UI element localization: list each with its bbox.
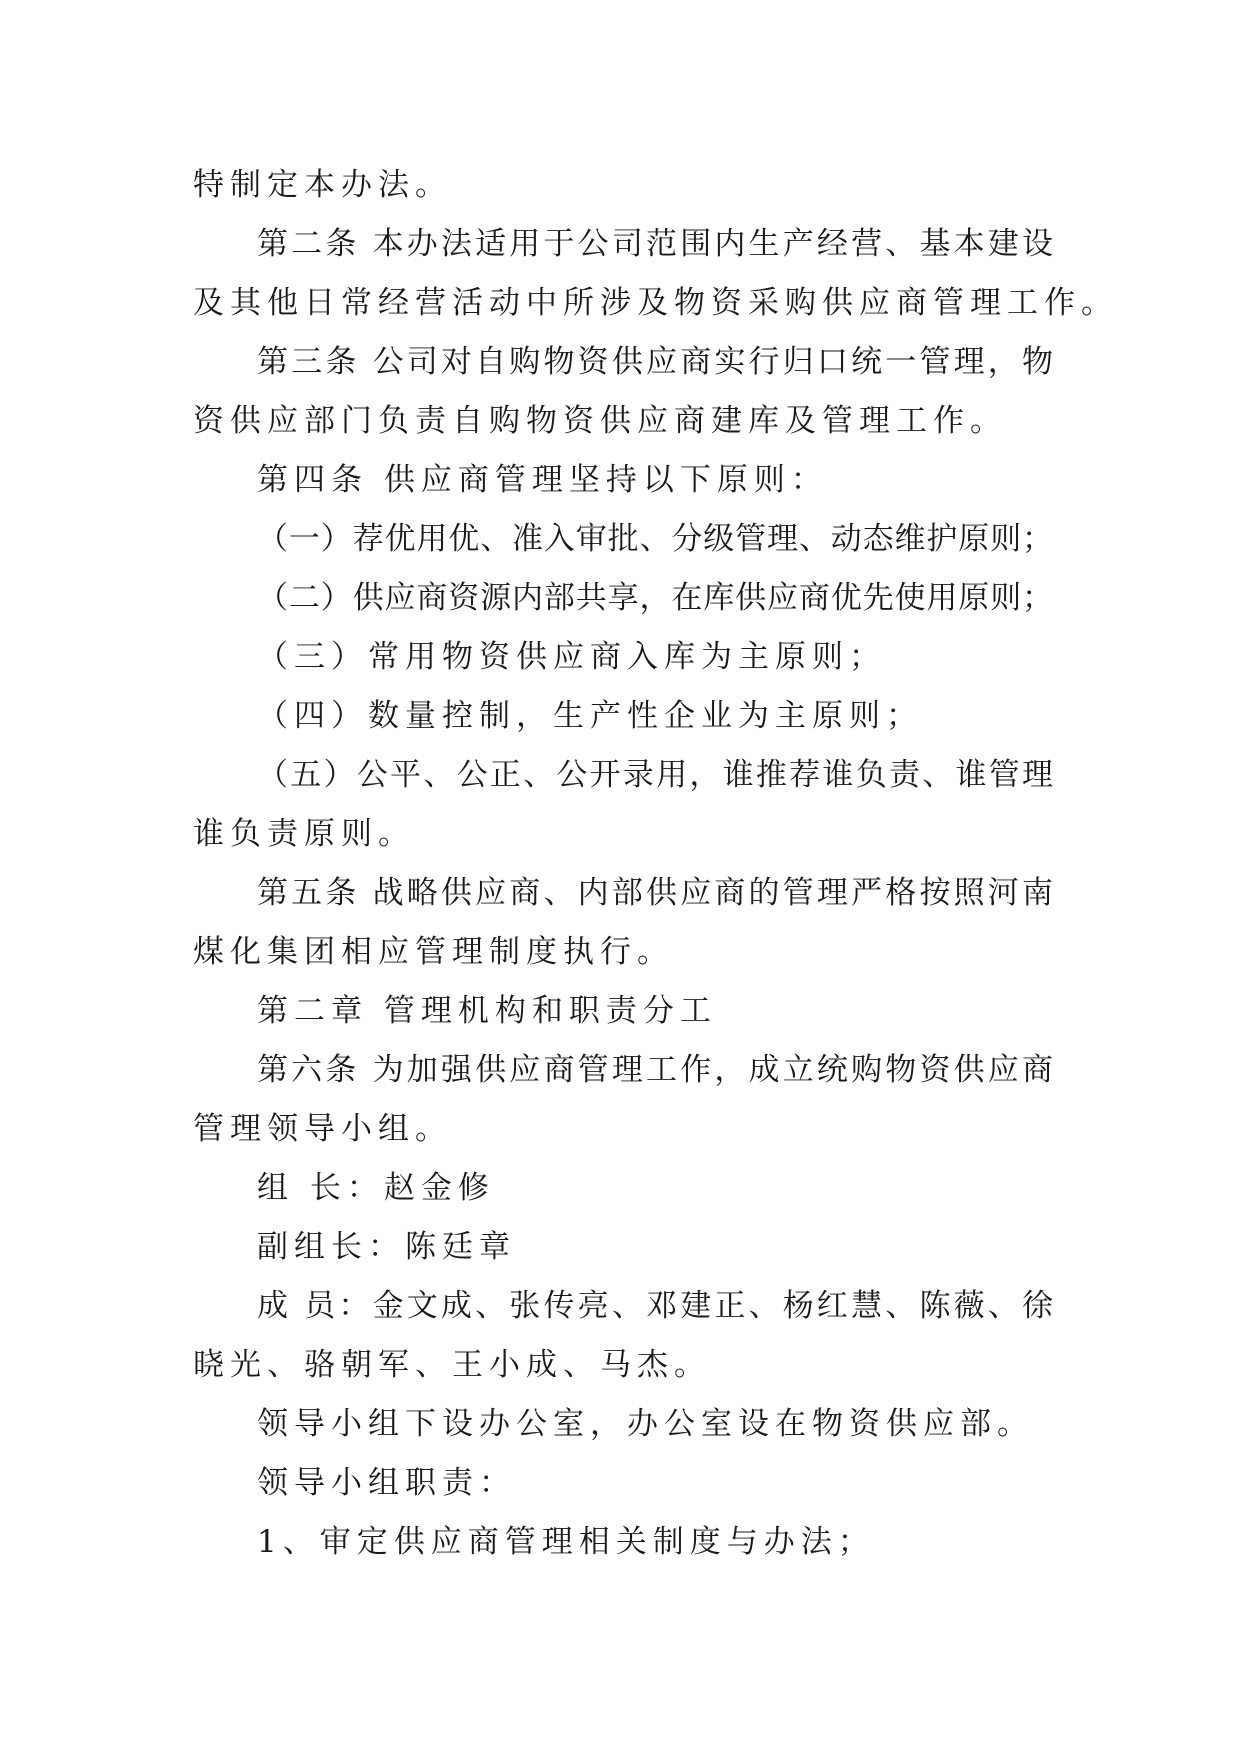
text-line-members-cont: 晓光、骆朝军、王小成、马杰。	[193, 1347, 711, 1383]
text-line-article-4: 第四条 供应商管理坚持以下原则：	[257, 462, 828, 498]
text-line-article-6-cont: 管理领导小组。	[193, 1111, 452, 1147]
text-line-principle-1: （一）荐优用优、准入审批、分级管理、动态维护原则；	[257, 521, 1053, 557]
text-line-1: 特制定本办法。	[193, 167, 452, 203]
text-line-principle-2: （二）供应商资源内部共享，在库供应商优先使用原则；	[257, 580, 1053, 616]
text-line-article-2-cont: 及其他日常经营活动中所涉及物资采购供应商管理工作。	[193, 285, 1118, 321]
text-line-principle-3: （三）常用物资供应商入库为主原则；	[257, 639, 886, 675]
text-line-group-leader: 组 长：赵金修	[257, 1170, 495, 1206]
text-line-article-6: 第六条 为加强供应商管理工作，成立统购物资供应商	[257, 1052, 1053, 1088]
text-line-principle-5-cont: 谁负责原则。	[193, 816, 415, 852]
text-line-members: 成 员：金文成、张传亮、邓建正、杨红慧、陈薇、徐	[257, 1288, 1053, 1324]
text-line-article-5: 第五条 战略供应商、内部供应商的管理严格按照河南	[257, 875, 1053, 911]
text-line-office: 领导小组下设办公室，办公室设在物资供应部。	[257, 1406, 1034, 1442]
text-line-duty-1: 1、审定供应商管理相关制度与办法；	[257, 1524, 875, 1560]
text-line-deputy-leader: 副组长：陈廷章	[257, 1229, 516, 1265]
text-line-principle-4: （四）数量控制，生产性企业为主原则；	[257, 698, 923, 734]
text-line-article-3-cont: 资供应部门负责自购物资供应商建库及管理工作。	[193, 403, 1007, 439]
chapter-heading: 第二章 管理机构和职责分工	[257, 993, 717, 1029]
text-line-duties-heading: 领导小组职责：	[257, 1465, 516, 1501]
text-line-article-3: 第三条 公司对自购物资供应商实行归口统一管理，物	[257, 344, 1053, 380]
text-line-article-2: 第二条 本办法适用于公司范围内生产经营、基本建设	[257, 226, 1053, 262]
text-line-principle-5: （五）公平、公正、公开录用，谁推荐谁负责、谁管理	[257, 757, 1053, 793]
text-line-article-5-cont: 煤化集团相应管理制度执行。	[193, 934, 674, 970]
